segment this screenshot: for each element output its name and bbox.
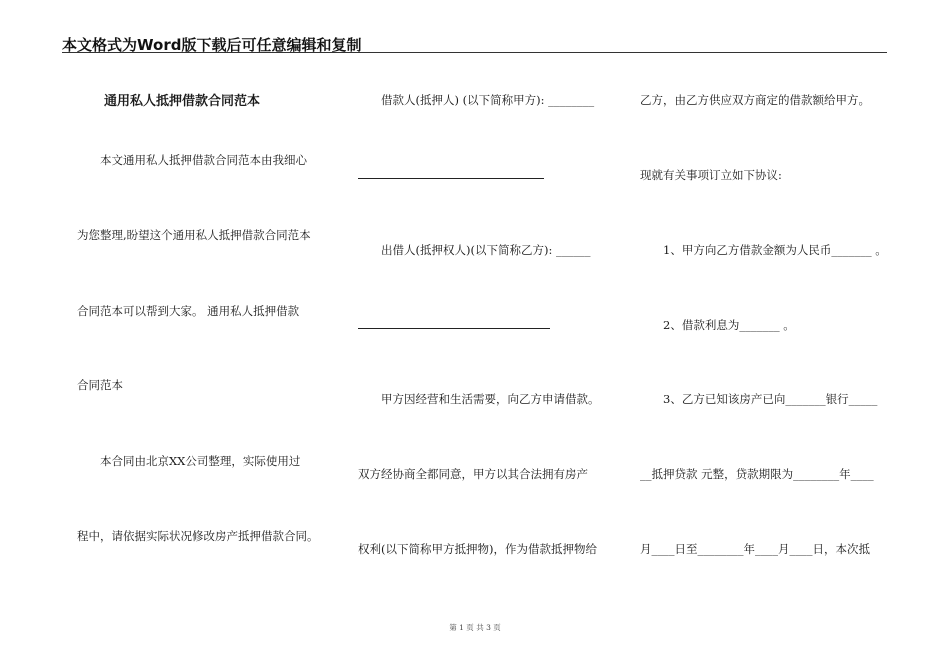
paragraph-line: 甲方因经营和生活需要，向乙方申请借款。 [381,392,600,406]
paragraph-line: 为您整理,盼望这个通用私人抵押借款合同范本 [77,228,311,242]
page-number: 第 1 页 共 3 页 [449,623,501,632]
paragraph-line: __抵押贷款 元整，贷款期限为________年____ [640,467,874,481]
paragraph-line: 程中，请依据实际状况修改房产抵押借款合同。 [77,529,319,543]
clause-3: 3、乙方已知该房产已向_______银行_____ [663,392,878,406]
column-2 [355,0,615,672]
borrower-line: 借款人(抵押人) (以下简称甲方): ________ [381,93,595,107]
column-1 [62,0,337,672]
paragraph-line: 本文通用私人抵押借款合同范本由我细心 [100,153,307,167]
paragraph-line: 合同范本可以帮到大家。 通用私人抵押借款 [77,304,300,318]
document-title: 通用私人抵押借款合同范本 [104,94,261,109]
paragraph-line: 本合同由北京XX公司整理，实际使用过 [100,454,301,468]
lender-line: 出借人(抵押权人)(以下简称乙方): ______ [381,243,591,257]
paragraph-line: 乙方，由乙方供应双方商定的借款额给甲方。 [640,93,870,107]
paragraph-line: 合同范本 [77,378,123,392]
blank-underline [358,178,544,179]
header-title: 本文格式为Word版下载后可任意编辑和复制 [62,36,362,54]
clause-1: 1、甲方向乙方借款金额为人民币_______ 。 [663,243,887,257]
paragraph-line: 权利(以下简称甲方抵押物)，作为借款抵押物给 [358,542,597,556]
column-3 [638,0,890,672]
paragraph-line: 双方经协商全都同意，甲方以其合法拥有房产 [358,467,588,481]
clause-2: 2、借款利息为_______ 。 [663,318,795,332]
blank-underline [358,328,550,329]
paragraph-line: 现就有关事项订立如下协议: [640,168,782,182]
paragraph-line: 月____日至________年____月____日，本次抵 [640,542,870,556]
